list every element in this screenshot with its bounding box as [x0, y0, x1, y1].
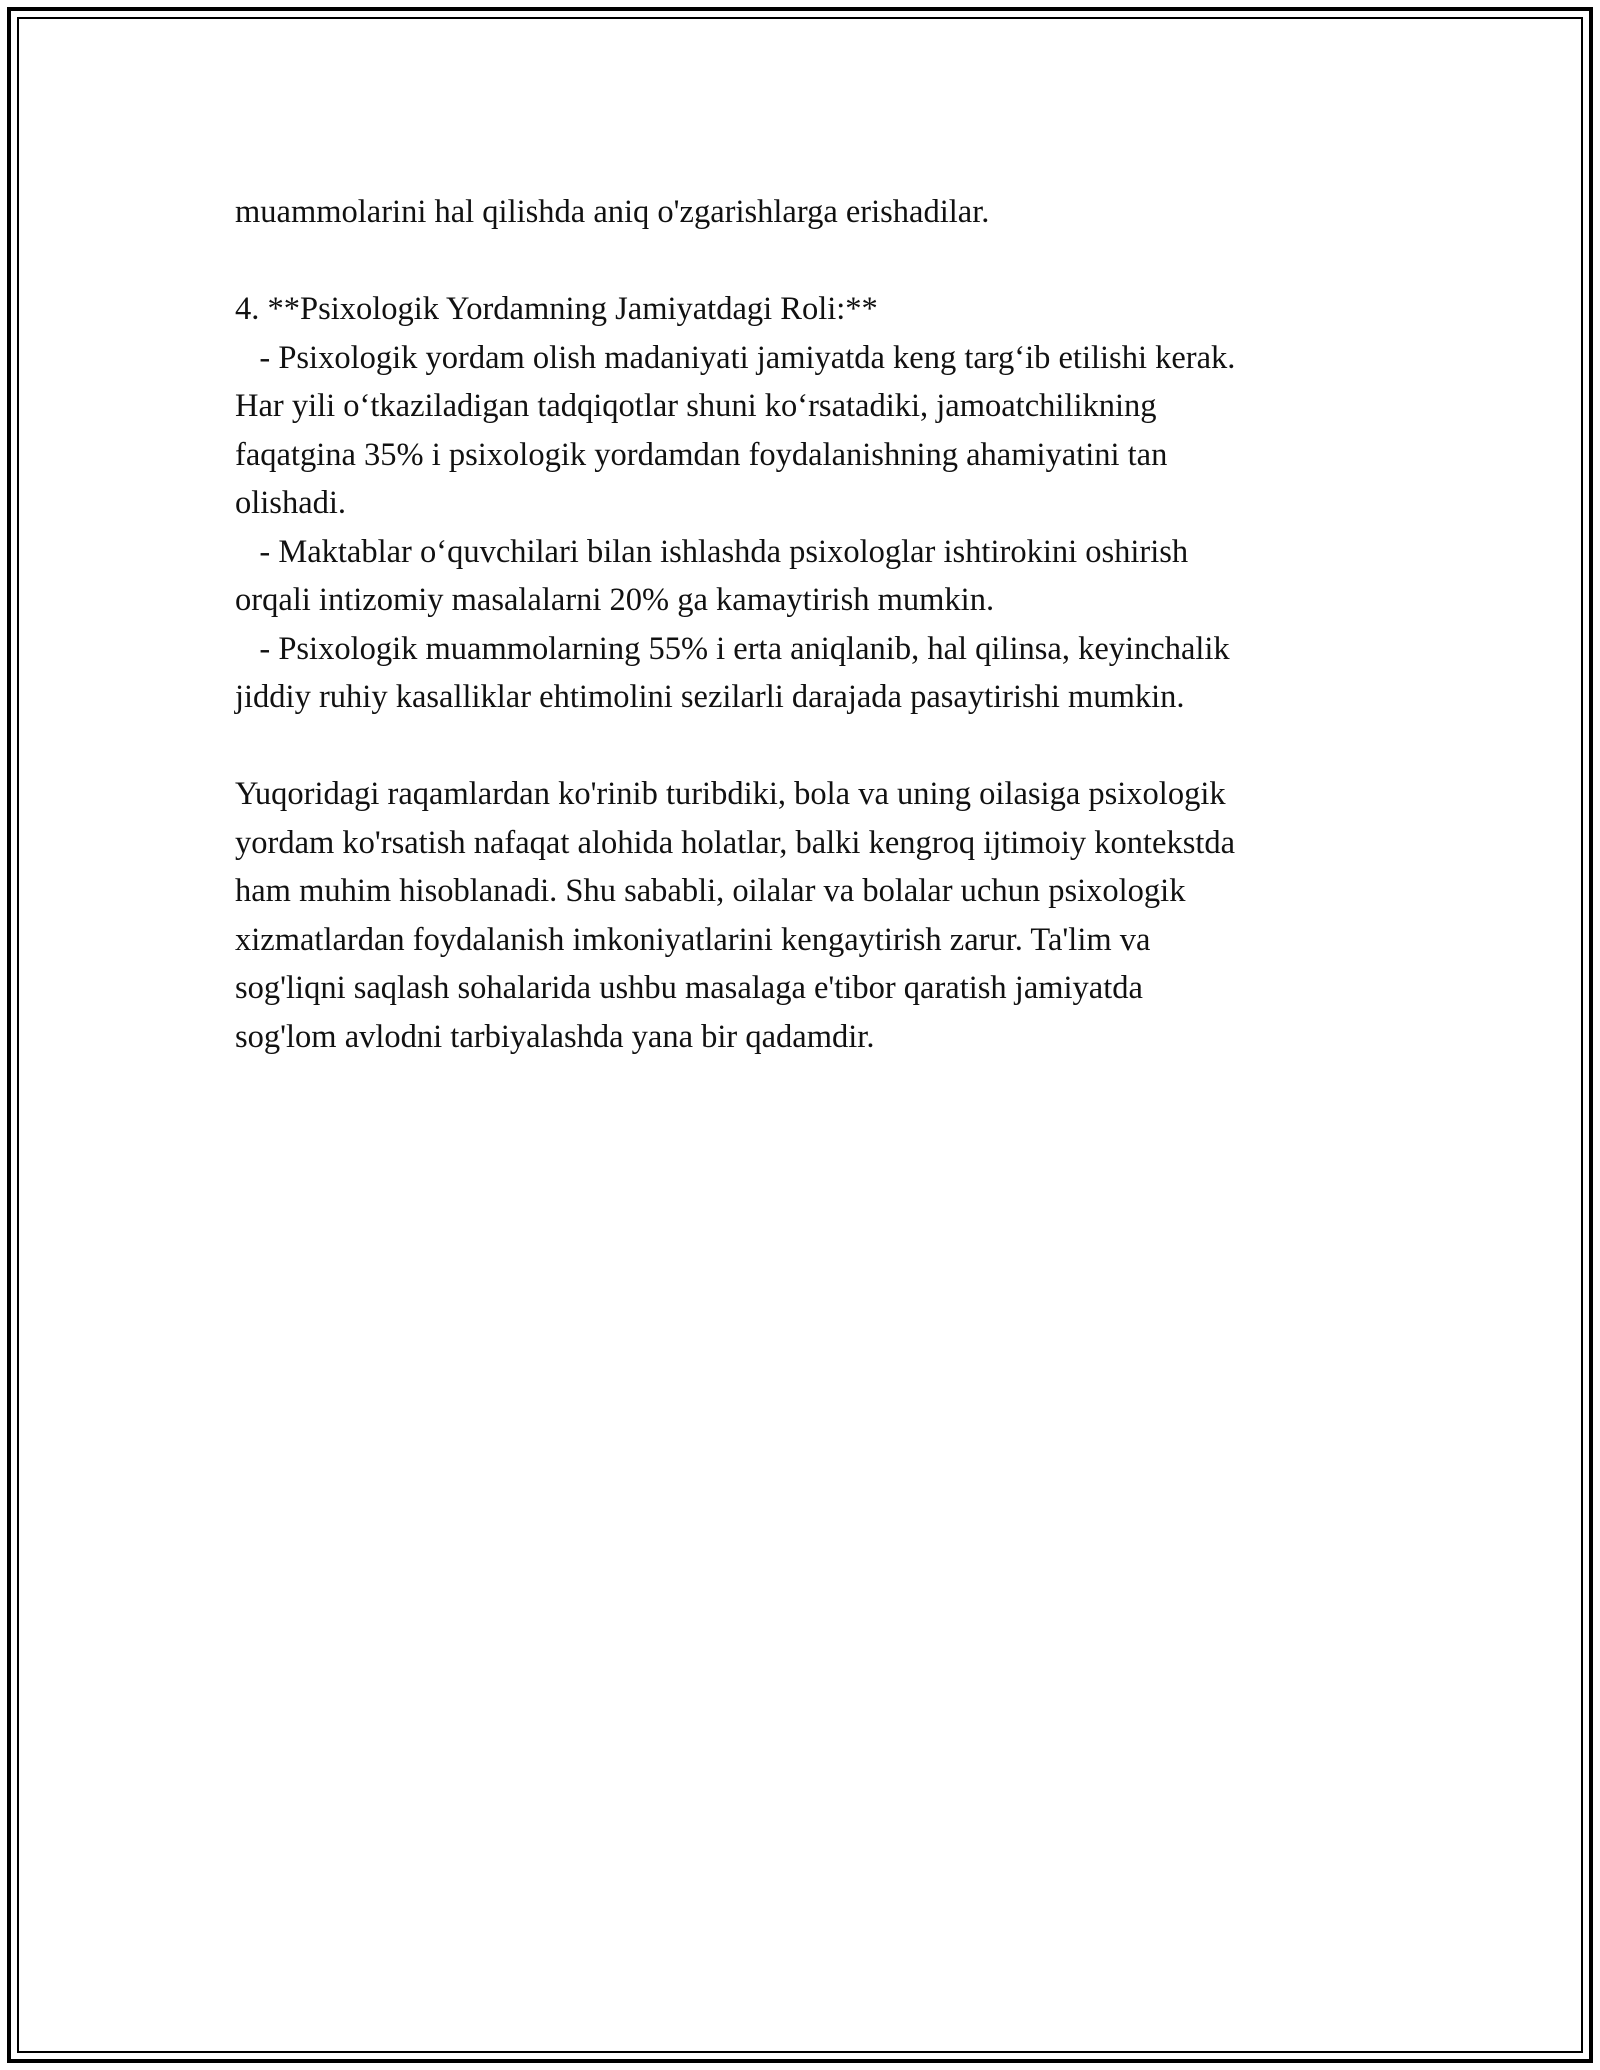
section-psychological-support-role: 4. **Psixologik Yordamning Jamiyatdagi Roli:** - Psixologik yordam olish madaniyati jamiyatda keng targ‘ib etilishi kerak. Har yili o‘tkaziladigan tadqiqotlar shuni ko‘rsatadiki, jamoatchilikning faqatgina 35% i psixologik yordamdan foydalanishning ahamiyatini tan olishadi. - Maktablar o‘quvchilari bilan ishlashda psixologlar ishtirokini oshirish orqali intizomiy masalalarni 20% ga kamaytirish mumkin. - Psixologik muammolarning 55% i erta aniqlanib, hal qilinsa, keyinchalik jiddiy ruhiy kasalliklar ehtimolini sezilarli darajada pasaytirishi mumkin. [235, 291, 1236, 715]
paragraph-continuation: muammolarini hal qilishda aniq o'zgarishlarga erishadilar. [235, 194, 990, 230]
paragraph-spacer [235, 722, 1375, 771]
paragraph-spacer [235, 237, 1375, 286]
document-body [235, 188, 1375, 1061]
paragraph-conclusion: Yuqoridagi raqamlardan ko'rinib turibdiki, bola va uning oilasiga psixologik yordam ko'rsatish nafaqat alohida holatlar, balki kengroq ijtimoiy kontekstda ham muhim hisoblanadi. Shu sababli, oilalar va bolalar uchun psixologik xizmatlardan foydalanish imkoniyatlarini kengaytirish zarur. Ta'lim va sog'liqni saqlash sohalarida ushbu masalaga e'tibor qaratish jamiyatda sog'lom avlodni tarbiyalashda yana bir qadamdir. [235, 776, 1236, 1055]
